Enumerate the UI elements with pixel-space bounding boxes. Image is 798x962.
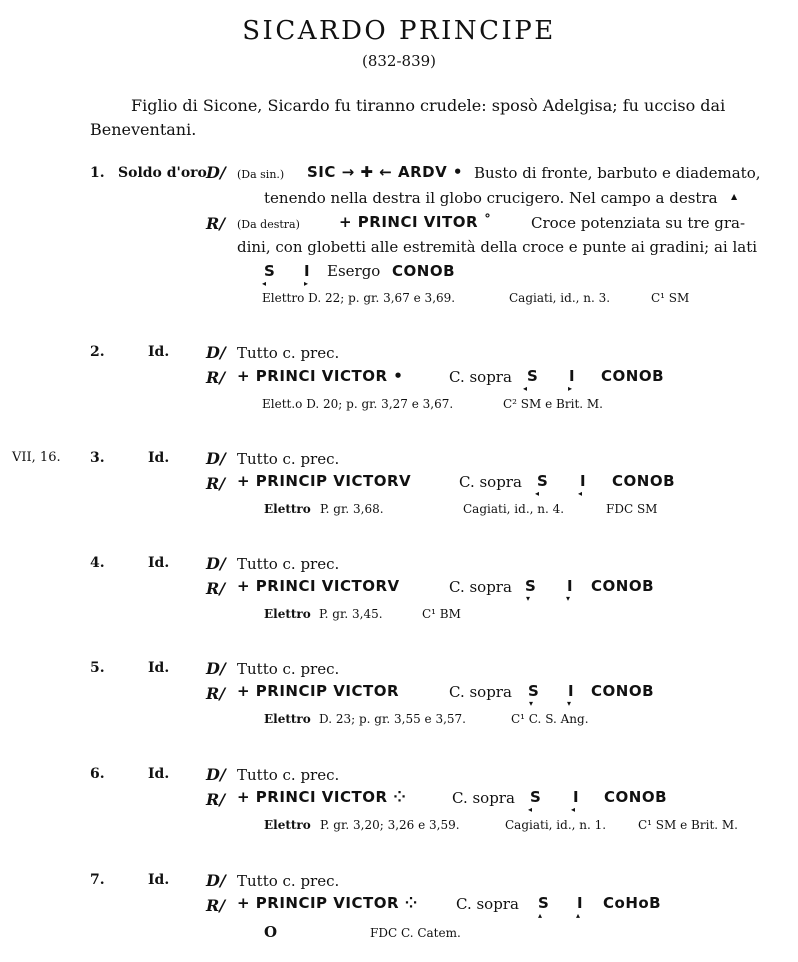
entry-metrics: P. gr. 3,68.	[320, 502, 384, 516]
reverse-symbol: R/	[206, 579, 226, 598]
reverse-legend: + PRINCIP VICTOR	[237, 682, 400, 700]
obverse-symbol: D/	[206, 449, 226, 468]
field-prefix: C. sopra	[456, 895, 519, 913]
margin-reference: VII, 16.	[12, 450, 61, 465]
field-letter-s: S	[528, 682, 540, 700]
entry-grade: C¹ SM e Brit. M.	[638, 818, 738, 832]
field-letter-i: I	[567, 577, 574, 595]
exergue: CONOB	[612, 472, 675, 490]
entry-number: 2.	[90, 344, 105, 360]
field-mark-i: ▾	[566, 594, 571, 603]
obverse-text: Tutto c. prec.	[237, 555, 340, 573]
entry-number: 6.	[90, 766, 105, 782]
entry-grade: C¹ SM	[651, 291, 690, 305]
entry-number: 5.	[90, 660, 105, 676]
metal-label: Elettro	[264, 607, 311, 621]
reverse-symbol: R/	[206, 896, 226, 915]
field-mark-s: ◂	[262, 279, 267, 288]
reverse-symbol: R/	[206, 474, 226, 493]
exergue: CONOB	[604, 788, 667, 806]
entry-metrics: P. gr. 3,45.	[319, 607, 383, 621]
obverse-text: Tutto c. prec.	[237, 766, 340, 784]
intro-line-1: Figlio di Sicone, Sicardo fu tiranno crudele: sposò Adelgisa; fu ucciso dai	[131, 96, 726, 115]
reverse-legend: + PRINCIP VICTORV	[237, 472, 412, 490]
entry-grade: C¹ BM	[422, 607, 461, 621]
field-mark-i: ▾	[567, 699, 572, 708]
entry-grade: C² SM e Brit. M.	[503, 397, 603, 411]
obverse-symbol: D/	[206, 659, 226, 678]
reverse-legend: + PRINCIP VICTOR ⁘	[237, 894, 418, 912]
field-mark-s: ▾	[529, 699, 534, 708]
field-letter-s: S	[537, 472, 549, 490]
metal-label: Elettro	[264, 712, 311, 726]
field-mark-i: ▸	[568, 384, 573, 393]
entry-number: 4.	[90, 555, 105, 571]
field-letter-i: I	[304, 262, 311, 280]
obverse-symbol: D/	[206, 163, 226, 182]
field-letter-i: I	[573, 788, 580, 806]
entry-grade: FDC C. Catem.	[370, 926, 461, 940]
entry-metrics: Elett.o D. 20; p. gr. 3,27 e 3,67.	[262, 397, 454, 411]
field-letter-s: S	[530, 788, 542, 806]
obverse-text: Tutto c. prec.	[237, 344, 340, 362]
entry-grade: FDC SM	[606, 502, 658, 516]
field-mark-s: ▴	[538, 911, 543, 920]
reverse-direction: (Da destra)	[237, 218, 300, 231]
reverse-symbol: R/	[206, 214, 226, 233]
field-mark-s: ◂	[528, 805, 533, 814]
exergue: CoHoB	[603, 894, 662, 912]
obverse-symbol: D/	[206, 343, 226, 362]
obverse-direction: (Da sin.)	[237, 168, 285, 181]
obverse-symbol: D/	[206, 871, 226, 890]
reign-dates: (832-839)	[361, 52, 437, 70]
field-letter-s: S	[264, 262, 276, 280]
obverse-symbol: D/	[206, 554, 226, 573]
obverse-description-2: tenendo nella destra il globo crucigero. Nel campo a destra	[264, 189, 718, 207]
reverse-legend: + PRINCI VICTORV	[237, 577, 400, 595]
extra-mark: O	[264, 923, 278, 941]
metal-label: Elettro	[264, 502, 311, 516]
field-mark-s: ◂	[535, 489, 540, 498]
entry-number: 1.	[90, 165, 105, 181]
entry-grade: C¹ C. S. Ang.	[511, 712, 589, 726]
obverse-description-1: Busto di fronte, barbuto e diademato,	[474, 164, 761, 182]
reverse-legend: + PRINCI VITOR ˚	[339, 213, 492, 231]
reverse-description-1: Croce potenziata su tre gra-	[531, 214, 746, 232]
exergue: CONOB	[591, 577, 654, 595]
field-letter-i: I	[569, 367, 576, 385]
obverse-text: Tutto c. prec.	[237, 660, 340, 678]
entry-kind: Id.	[148, 450, 170, 466]
entry-kind: Id.	[148, 344, 170, 360]
entry-kind: Id.	[148, 872, 170, 888]
field-prefix: C. sopra	[449, 368, 512, 386]
field-prefix: C. sopra	[449, 683, 512, 701]
entry-number: 7.	[90, 872, 105, 888]
field-mark: ▲	[731, 192, 738, 201]
field-letter-i: I	[580, 472, 587, 490]
entry-reference: Cagiati, id., n. 3.	[509, 291, 611, 305]
entry-metrics: P. gr. 3,20; 3,26 e 3,59.	[320, 818, 460, 832]
field-letter-s: S	[525, 577, 537, 595]
entry-kind: Id.	[148, 766, 170, 782]
entry-kind: Id.	[148, 660, 170, 676]
esergo-label: Esergo	[327, 262, 381, 280]
field-mark-i: ◂	[571, 805, 576, 814]
entry-metrics: D. 23; p. gr. 3,55 e 3,57.	[319, 712, 466, 726]
esergo-value: CONOB	[392, 262, 455, 280]
metal-label: Elettro	[264, 818, 311, 832]
obverse-text: Tutto c. prec.	[237, 872, 340, 890]
reverse-symbol: R/	[206, 790, 226, 809]
obverse-symbol: D/	[206, 765, 226, 784]
field-prefix: C. sopra	[459, 473, 522, 491]
field-letter-s: S	[527, 367, 539, 385]
reverse-legend: + PRINCI VICTOR •	[237, 367, 404, 385]
obverse-legend: SIC → ✚ ← ARDV •	[307, 163, 464, 181]
entry-reference: Cagiati, id., n. 4.	[463, 502, 565, 516]
reverse-symbol: R/	[206, 684, 226, 703]
reverse-symbol: R/	[206, 368, 226, 387]
field-prefix: C. sopra	[452, 789, 515, 807]
field-mark-i: ▴	[576, 911, 581, 920]
exergue: CONOB	[591, 682, 654, 700]
field-mark-s: ▾	[526, 594, 531, 603]
reverse-description-2: dini, con globetti alle estremità della croce e punte ai gradini; ai lati	[237, 238, 758, 256]
entry-number: 3.	[90, 450, 105, 466]
exergue: CONOB	[601, 367, 664, 385]
field-mark-s: ◂	[523, 384, 528, 393]
field-prefix: C. sopra	[449, 578, 512, 596]
field-letter-i: I	[568, 682, 575, 700]
entry-metrics: Elettro D. 22; p. gr. 3,67 e 3,69.	[262, 291, 456, 305]
field-mark-i: ◂	[578, 489, 583, 498]
reverse-legend: + PRINCI VICTOR ⁘	[237, 788, 407, 806]
obverse-text: Tutto c. prec.	[237, 450, 340, 468]
entry-kind: Id.	[148, 555, 170, 571]
field-letter-s: S	[538, 894, 550, 912]
entry-kind: Soldo d'oro.	[118, 165, 212, 181]
page-title: SICARDO PRINCIPE	[242, 16, 556, 46]
entry-reference: Cagiati, id., n. 1.	[505, 818, 607, 832]
field-letter-i: I	[577, 894, 584, 912]
intro-line-2: Beneventani.	[90, 120, 197, 139]
field-mark-i: ▸	[304, 279, 309, 288]
